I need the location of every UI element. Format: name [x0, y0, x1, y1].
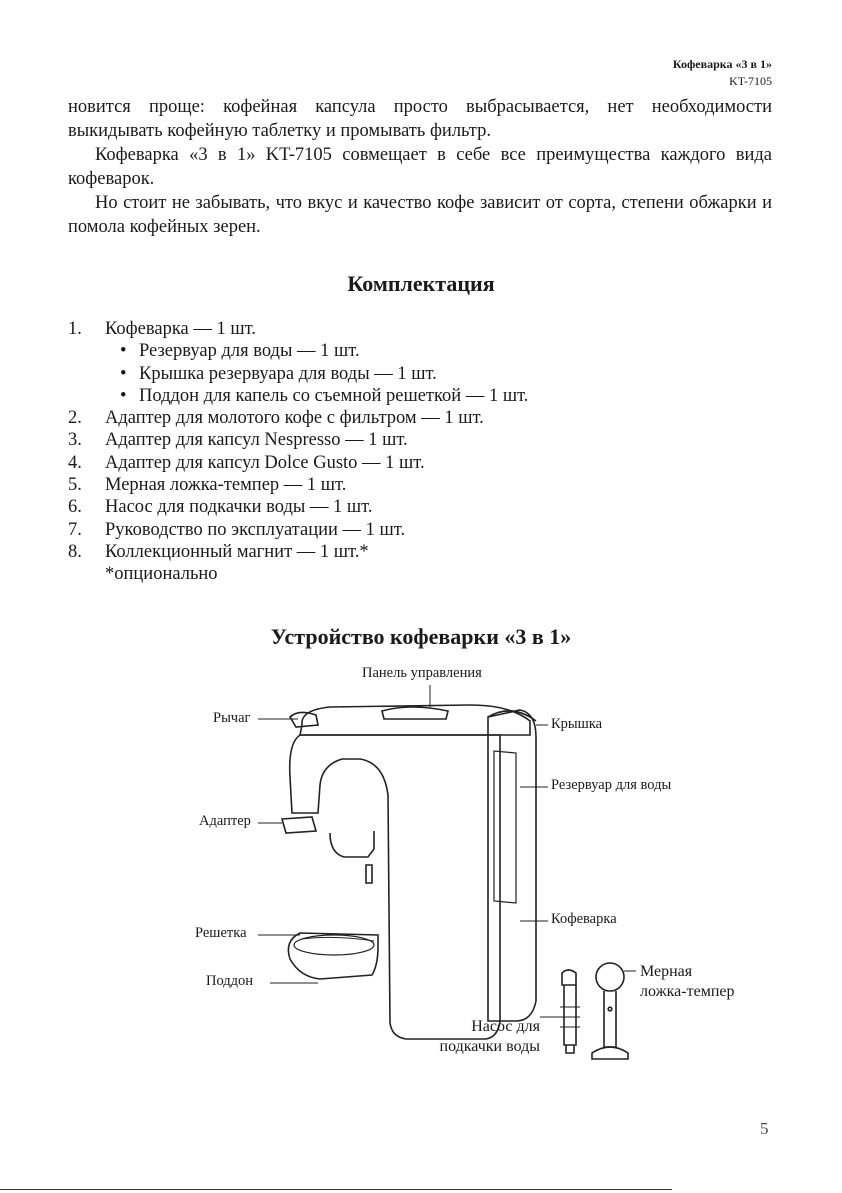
list-text: Крышка резервуара для воды — 1 шт.	[139, 363, 437, 384]
list-text: Адаптер для капсул Dolce Gusto — 1 шт.	[105, 452, 425, 473]
tamper-handle-shape	[604, 991, 616, 1047]
label-pump	[415, 1017, 540, 1057]
coffee-maker-illustration	[0, 655, 842, 1075]
intro-text	[68, 95, 772, 239]
tank-window-shape	[494, 751, 516, 903]
brew-head-shape	[330, 831, 374, 857]
section-heading-device: Устройство кофеварки «3 в 1»	[270, 624, 572, 649]
control-panel-shape	[382, 707, 448, 719]
bullet: •	[120, 363, 127, 384]
list-item	[68, 496, 528, 518]
list-text: Адаптер для молотого кофе с фильтром — 1 шт.	[105, 408, 484, 429]
pump-top-shape	[562, 970, 576, 985]
list-number: 4.	[68, 452, 82, 473]
label-control-panel: Панель управления	[362, 665, 482, 681]
paragraph: новится проще: кофейная капсула просто выбрасывается, нет необходимости выкидывать кофейную таблетку и промывать фильтр.	[68, 97, 772, 141]
button-shape	[366, 865, 372, 883]
label-pump-line1: Насос для	[471, 1018, 540, 1035]
list-text: Руководство по эксплуатации — 1 шт.	[105, 519, 406, 540]
list-text: Мерная ложка-темпер — 1 шт.	[105, 475, 347, 496]
list-item	[68, 452, 528, 474]
label-tamper	[640, 962, 734, 1002]
footnote: *опционально	[105, 564, 218, 585]
water-tank-shape	[488, 710, 536, 1021]
label-water-tank: Резервуар для воды	[551, 777, 672, 793]
list-item	[68, 474, 528, 496]
label-coffee-maker: Кофеварка	[551, 911, 617, 927]
list-subitem	[68, 340, 528, 362]
list-item	[68, 407, 528, 429]
running-header	[673, 56, 772, 90]
list-number: 3.	[68, 430, 82, 451]
list-number: 8.	[68, 541, 82, 562]
list-text: Поддон для капель со съемной решеткой — 1 шт.	[139, 385, 529, 406]
bullet: •	[120, 385, 127, 406]
grid-shape	[294, 935, 374, 955]
tamper-head-shape	[596, 963, 624, 991]
bullet: •	[120, 341, 127, 362]
kit-list	[68, 318, 528, 586]
list-number: 5.	[68, 475, 82, 496]
header-model: KT-7105	[729, 74, 772, 88]
list-number: 7.	[68, 519, 82, 540]
list-item	[68, 519, 528, 541]
label-tamper-line1: Мерная	[640, 963, 693, 980]
body-shape	[290, 735, 500, 1039]
label-tray: Поддон	[206, 973, 254, 989]
list-text: Адаптер для капсул Nespresso — 1 шт.	[105, 430, 408, 451]
list-subitem	[68, 363, 528, 385]
paragraph: Но стоит не забывать, что вкус и качество кофе зависит от сорта, степени обжарки и помола кофейных зерен.	[68, 193, 772, 237]
label-lever: Рычаг	[213, 710, 251, 726]
list-text: Кофеварка — 1 шт.	[105, 319, 256, 339]
header-title: Кофеварка «3 в 1»	[672, 57, 772, 71]
list-number: 6.	[68, 497, 82, 518]
list-item	[68, 318, 528, 340]
list-number: 2.	[68, 408, 82, 429]
pump-tube-shape	[564, 985, 576, 1045]
page-number: 5	[760, 1119, 769, 1138]
paragraph: Кофеварка «3 в 1» KT-7105 совмещает в себе все преимущества каждого вида кофеварок.	[68, 145, 772, 189]
label-tamper-line2: ложка-темпер	[640, 983, 735, 1000]
label-grid: Решетка	[195, 925, 247, 941]
footer-divider	[0, 1189, 672, 1190]
adapter-shape	[282, 817, 316, 833]
list-text: Насос для подкачки воды — 1 шт.	[105, 497, 373, 518]
list-item	[68, 429, 528, 451]
label-adapter: Адаптер	[199, 813, 251, 829]
list-number: 1.	[68, 319, 82, 339]
lever-shape	[290, 712, 318, 727]
list-text: Резервуар для воды — 1 шт.	[139, 341, 360, 362]
section-heading-kit: Комплектация	[347, 271, 495, 296]
list-item	[68, 541, 528, 563]
label-pump-line2: подкачки воды	[439, 1038, 540, 1055]
tamper-base-shape	[592, 1047, 628, 1059]
list-subitem	[68, 385, 528, 407]
label-lid: Крышка	[551, 716, 603, 732]
list-text: Коллекционный магнит — 1 шт.*	[105, 541, 369, 562]
device-diagram	[0, 655, 842, 1075]
